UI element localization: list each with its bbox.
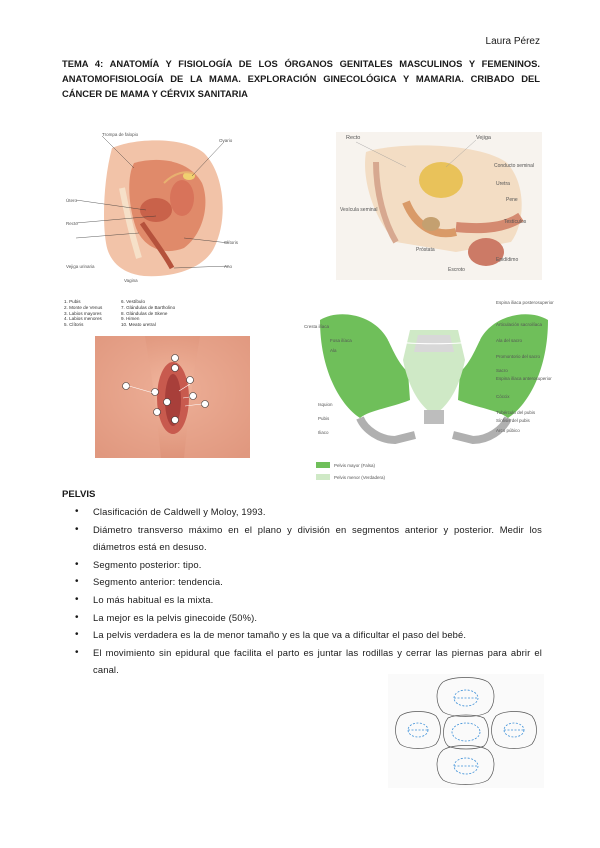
pelvis-label-left: Ala: [330, 348, 337, 353]
list-item: • Clasificación de Caldwell y Moloy, 1993.: [62, 503, 542, 521]
label-prostata: Próstata: [416, 247, 435, 253]
pelvis-label-right: Promontorio del sacro: [496, 354, 541, 359]
pelvis-label-left: Isquion: [318, 402, 333, 407]
pelvis-label-right: Articulación sacroilíaca: [496, 322, 543, 327]
label-recto: Recto: [66, 221, 78, 226]
legend-item: 6. Vestíbulo: [121, 299, 146, 304]
label-vesicula: Vesícula seminal: [340, 207, 378, 213]
pelvis-types-sketch: [388, 674, 544, 788]
label-conducto: Conducto seminal: [494, 163, 535, 169]
legend-swatch-minor: [316, 474, 330, 480]
label-epididimo: Epidídimo: [496, 257, 519, 263]
female-anatomy-figure: [64, 128, 249, 286]
pelvis-types-figure: [388, 674, 544, 788]
legend-item: 10. Meato uretral: [121, 322, 156, 328]
label-testiculos: Testículos: [504, 219, 527, 225]
legend-item: 8. Glándulas de Skene: [121, 310, 168, 316]
label-pene: Pene: [506, 197, 518, 203]
legend-item: 4. Labios menores: [64, 316, 102, 322]
pelvis-figure: [300, 290, 568, 490]
label-uretra: Uretra: [496, 181, 510, 187]
label-trompa: Trompa de falopio: [102, 132, 139, 137]
list-item: • La mejor es la pelvis ginecoide (50%).: [62, 609, 542, 627]
pelvis-label-right: Ala del sacro: [496, 338, 523, 343]
pelvis-label-left: Fosa ilíaca: [330, 338, 352, 343]
list-item: • El movimiento sin epidural que facilita el parto es juntar las rodillas y cerrar las piernas para abrir el canal.: [62, 644, 542, 679]
pelvis-label-left: Cresta ilíaca: [304, 324, 330, 329]
label-recto-m: Recto: [346, 135, 361, 141]
section-heading: PELVIS: [62, 489, 96, 500]
pelvis-label-right: Cóccix: [496, 394, 510, 399]
pelvis-label-right: Espina ilíaca anterosuperior: [496, 376, 552, 381]
label-vejiga: Vejiga urinaria: [66, 264, 95, 269]
list-item: • Segmento posterior: tipo.: [62, 556, 542, 574]
legend-item: 7. Glándulas de Bartholino: [121, 304, 176, 310]
author-name: Laura Pérez: [485, 36, 540, 47]
list-item: • La pelvis verdadera es la de menor tamaño y es la que va a dificultar el paso del bebé.: [62, 626, 542, 644]
legend-pelvis-minor: Pelvis menor (Verdadera): [334, 475, 386, 480]
pelvis-label-left: Pubis: [318, 416, 330, 421]
male-anatomy-figure: [336, 132, 542, 280]
legend-item: 9. Himen: [121, 316, 140, 322]
pelvis-diagram: [300, 290, 568, 490]
legend-pelvis-major: Pelvis mayor (Falsa): [334, 463, 376, 468]
pelvis-label-right: Espina iliaca posterosuperior: [496, 300, 554, 305]
list-item: • Lo más habitual es la mixta.: [62, 591, 542, 609]
legend-item: 1. Pubis: [64, 299, 81, 304]
label-utero: Útero: [66, 198, 78, 203]
list-item: • Segmento anterior: tendencia.: [62, 573, 542, 591]
pelvis-bullet-list: [62, 503, 542, 679]
legend-item: 5. Clítoris: [64, 322, 84, 328]
pelvis-label-right: Tubérculo del pubis: [496, 410, 536, 415]
pelvis-label-left: Iliaco: [318, 430, 329, 435]
label-vejiga-m: Vejiga: [476, 135, 491, 141]
pelvis-label-right: Sacro: [496, 368, 508, 373]
label-vagina: Vagina: [124, 278, 138, 283]
vulva-figure: [95, 336, 250, 458]
legend-item: 3. Labios mayores: [64, 310, 102, 316]
label-ovario: Ovario: [219, 138, 233, 143]
label-clitoris: Clítoris: [224, 240, 239, 245]
pelvis-label-right: Arco púbico: [496, 428, 520, 433]
female-sagittal-diagram: [64, 128, 249, 286]
label-ano: Ano: [224, 264, 233, 269]
legend-item: 2. Monte de Venus: [64, 304, 103, 310]
vulva-illustration: [95, 336, 250, 458]
pelvis-label-right: Sínfisis del pubis: [496, 418, 530, 423]
legend-swatch-major: [316, 462, 330, 468]
document-title: TEMA 4: ANATOMÍA Y FISIOLOGÍA DE LOS ÓRGANOS GENITALES MASCULINOS Y FEMENINOS. ANATOMOFISIOLOGÍA DE LA MAMA. EXPLORACIÓN GINECOLÓGICA Y MAMARIA. CRIBADO DEL CÁNCER DE MAMA Y CÉRVIX SANITARIA: [62, 58, 540, 99]
label-escroto: Escroto: [448, 267, 465, 273]
list-item: • Diámetro transverso máximo en el plano y división en segmentos anterior y posterior. Medir los diámetros está en desuso.: [62, 521, 542, 556]
